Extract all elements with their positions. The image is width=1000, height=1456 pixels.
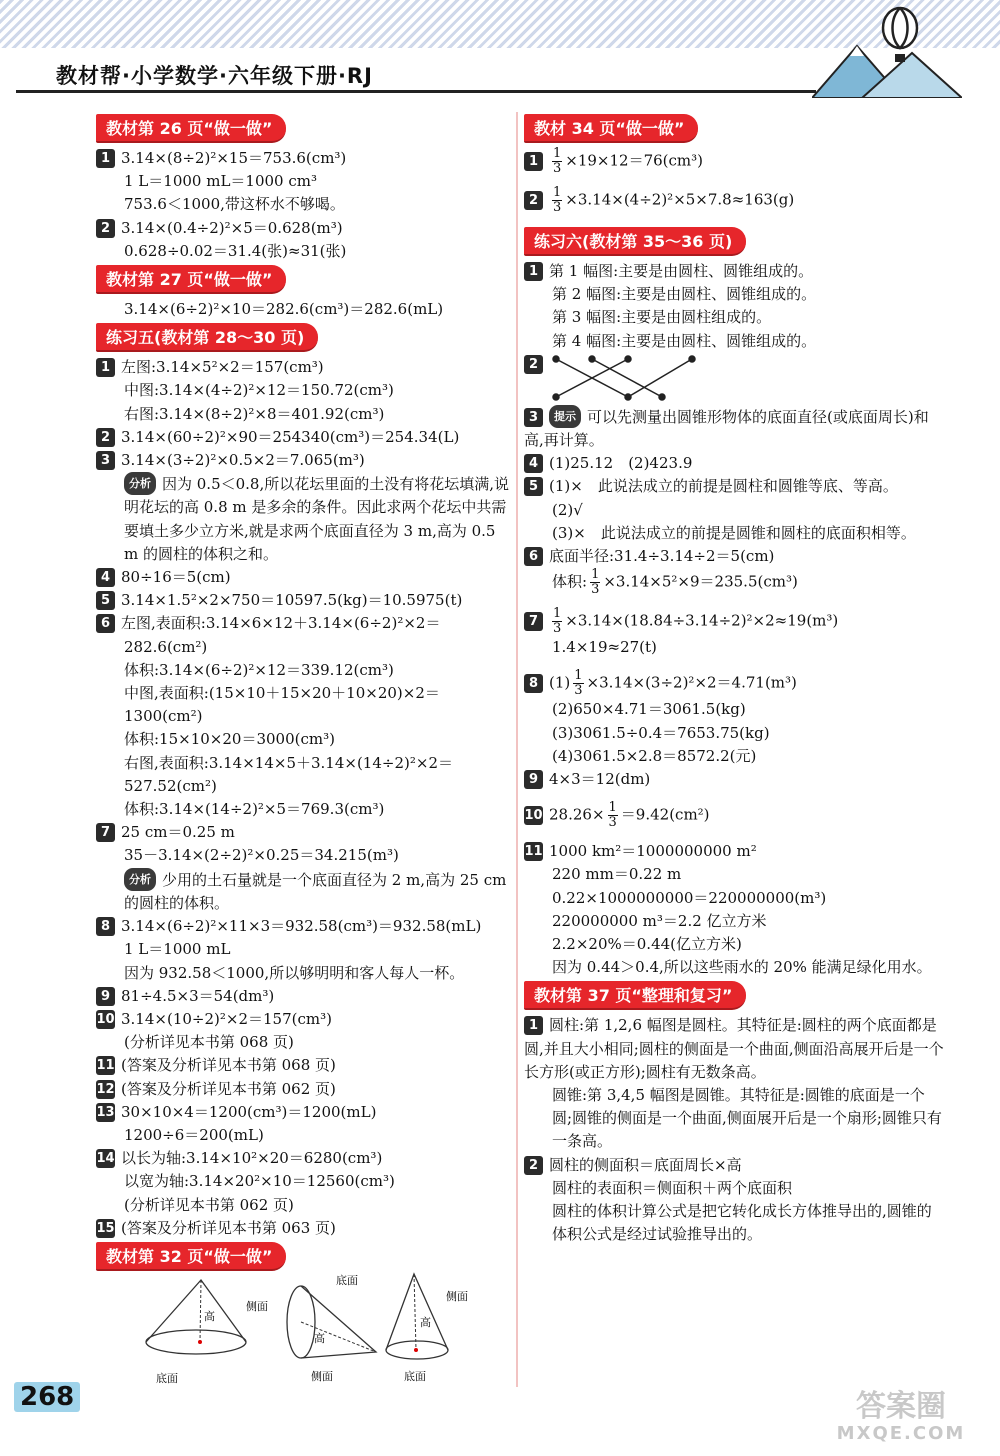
- answer-line: (2)650×4.71＝3061.5(kg): [552, 700, 746, 719]
- svg-text:高: 高: [420, 1316, 431, 1329]
- right-column: 教材 34 页“做一做” 1 $\frac{1}{3}$ ×19×12＝76(cm³) 2 $\frac{1}{3}$ ×3.14×(4÷2)²×5×7.8≈163(g) 练习六(教材第 35～36 页) 1 第 1 幅图:主要是由圆柱、圆锥组成的。 第 2 幅图:主要是由圆柱、圆锥组成的。 第 3 幅图:主要是由圆柱组成的。 第 4 幅图:主要是由圆柱、圆锥组成的。 2 3 提示 可以先测量出圆锥形物体的底面直径(或底面周长)和高,再计算。 4 (1)25.12 (2)423.9 5 (1)× 此说法成立的前提是圆柱和圆锥等底、等高。 (2)√ (3)× 此说法成立的前提是圆锥和圆柱的底面积相等。 6 底面半径:31.4÷3.14÷2＝5(cm) 体积: $\frac{1}{3}$ ×3.14×5²×9＝235.5(cm³) 7 $\frac{1}{3}$ ×3.14×(18.84÷3.14÷2)²×2≈19(m³) 1.4×19≈27(t) 8 (1) $\frac{1}{3}$ ×3.14×(3÷2)²×2＝4.71(m³) (2)650×4.71＝3061.5(kg) (3)3061.5÷0.4＝7653.75(kg) (4)3061.5×2.8＝8572.2(元) 9 4×3＝12(dm) 10 28.26× $\frac{1}{3}$ ＝9.42(cm²) 11 1000 km²＝1000000000 m² 220 mm＝0.22 m 0.22×1000000000＝220000000(m³) 220000000 m³＝2.2 亿立方米 2.2×20%＝0.44(亿立方米) 因为 0.44＞0.4,所以这些雨水的 20% 能满足绿化用水。 教材第 37 页“整理和复习” 1 圆柱:第 1,2,6 幅图是圆柱。其特征是:圆柱的两个底面都是圆,并且大小相同;圆柱的侧面是一个曲面,侧面沿高展开后是一个长方形(或正方形);圆柱有无数条高。 圆锥:第 3,4,5 幅图是圆锥。其特征是:圆锥的底面是一个圆;圆锥的侧面是一个曲面,侧面展开后是一个扇形;圆锥只有一条高。 2 圆柱的侧面积＝底面周长×高 圆柱的表面积＝侧面积＋两个底面积 圆柱的体积计算公式是把它转化成长方体推导出的,圆锥的体积公式是经过试验推导出的。: [524, 112, 944, 1247]
- answer-line: 35－3.14×(2÷2)²×0.25＝34.215(m³): [124, 846, 399, 865]
- answer-line: 1000 km²＝1000000000 m²: [549, 842, 757, 861]
- answer-line: 25 cm＝0.25 m: [121, 823, 235, 842]
- svg-text:底面: 底面: [336, 1274, 358, 1287]
- answer-line: ×3.14×(18.84÷3.14÷2)²×2≈19(m³): [565, 611, 839, 630]
- answer-line: 圆锥:第 3,4,5 幅图是圆锥。其特征是:圆锥的底面是一个圆;圆锥的侧面是一个曲面,侧面展开后是一个扇形;圆锥只有一条高。: [552, 1086, 942, 1151]
- question-number: 4: [524, 454, 543, 473]
- answer-line: 1 L＝1000 mL＝1000 cm³: [124, 172, 317, 191]
- answer-line: 因为 932.58＜1000,所以够明明和客人每人一杯。: [124, 963, 465, 982]
- answer-line: 1.4×19≈27(t): [552, 638, 657, 657]
- answer-line: 220000000 m³＝2.2 亿立方米: [552, 911, 767, 930]
- cone-figures: [96, 1270, 512, 1390]
- answer-line: 3.14×(0.4÷2)²×5＝0.628(m³): [121, 218, 343, 237]
- answer-line: (2)√: [552, 500, 583, 519]
- question-number: 7: [524, 612, 543, 631]
- answer-line: (答案及分析详见本书第 068 页): [121, 1056, 336, 1075]
- answer-line: (4)3061.5×2.8＝8572.2(元): [552, 746, 757, 765]
- answer-line: 左图:3.14×5²×2＝157(cm³): [121, 358, 324, 377]
- page-header: [0, 0, 1000, 100]
- section-banner: 教材第 26 页“做一做”: [96, 114, 286, 143]
- answer-line: 因为 0.44＞0.4,所以这些雨水的 20% 能满足绿化用水。: [552, 958, 932, 977]
- question-number: 13: [96, 1104, 115, 1120]
- question-number: 7: [96, 823, 115, 842]
- analysis-note: 分析 少用的土石量就是一个底面直径为 2 m,高为 25 cm 的圆柱的体积。: [96, 868, 512, 915]
- svg-text:底面: 底面: [404, 1370, 426, 1383]
- answer-line: 体积:15×10×20＝3000(cm³): [124, 730, 335, 749]
- answer-line: 1200÷6＝200(mL): [124, 1125, 264, 1144]
- answer-line: 2.2×20%＝0.44(亿立方米): [552, 935, 742, 954]
- question-number: 2: [96, 219, 115, 238]
- answer-line: ×3.14×5²×9＝235.5(cm³): [603, 572, 798, 591]
- answer-line: ×3.14×(4÷2)²×5×7.8≈163(g): [565, 190, 795, 209]
- question-number: 9: [96, 987, 115, 1006]
- answer-line: 3.14×(6÷2)²×11×3＝932.58(cm³)＝932.58(mL): [121, 917, 482, 936]
- question-number: 3: [524, 408, 543, 427]
- answer-line: 圆柱的侧面积＝底面周长×高: [549, 1155, 742, 1174]
- question-number: 10: [524, 807, 543, 823]
- answer-line: 中图:3.14×(4÷2)²×12＝150.72(cm³): [124, 381, 394, 400]
- answer-line: 圆柱的体积计算公式是把它转化成长方体推导出的,圆锥的体积公式是经过试验推导出的。: [552, 1202, 932, 1244]
- question-number: 3: [96, 451, 115, 470]
- answer-line: ×19×12＝76(cm³): [565, 151, 704, 170]
- fraction-one-third: $\frac{1}{3}$: [591, 567, 600, 598]
- question-number: 1: [96, 149, 115, 168]
- answer-line: 中图,表面积:(15×10＋15×20＋10×20)×2＝: [124, 684, 440, 703]
- cone-figure-3: [386, 1274, 468, 1383]
- answer-line: 81÷4.5×3＝54(dm³): [121, 986, 275, 1005]
- question-number: 11: [96, 1058, 115, 1074]
- answer-line: 220 mm＝0.22 m: [552, 865, 682, 884]
- section-banner: 教材第 27 页“做一做”: [96, 265, 286, 294]
- question-number: 9: [524, 770, 543, 789]
- answer-line: (1)25.12 (2)423.9: [549, 454, 693, 473]
- matching-lines-diagram: [552, 353, 702, 403]
- answer-line: 第 3 幅图:主要是由圆柱组成的。: [552, 308, 772, 327]
- svg-text:侧面: 侧面: [446, 1290, 468, 1303]
- question-number: 1: [96, 358, 115, 377]
- question-number: 15: [96, 1220, 115, 1236]
- header-title: 教材帮·小学数学·六年级下册·RJ: [56, 64, 373, 88]
- fraction-one-third: $\frac{1}{3}$: [574, 668, 583, 699]
- answer-line: (分析详见本书第 068 页): [124, 1033, 294, 1052]
- question-number: 2: [96, 428, 115, 447]
- question-number: 4: [96, 568, 115, 587]
- svg-text:侧面: 侧面: [311, 1370, 333, 1383]
- answer-line: (答案及分析详见本书第 062 页): [121, 1079, 336, 1098]
- question-number: 12: [96, 1081, 115, 1097]
- question-number: 2: [524, 1156, 543, 1175]
- answer-line: 圆柱的表面积＝侧面积＋两个底面积: [552, 1178, 793, 1197]
- answer-line: 30×10×4＝1200(cm³)＝1200(mL): [121, 1102, 377, 1121]
- watermark-logo: 答案圈 MXQE.COM: [836, 1389, 966, 1444]
- answer-line: 右图:3.14×(8÷2)²×8＝401.92(cm³): [124, 404, 385, 423]
- answer-line: 体积:: [552, 572, 588, 591]
- answer-line: 体积:3.14×(14÷2)²×5＝769.3(cm³): [124, 800, 385, 819]
- answer-line: 0.22×1000000000＝220000000(m³): [552, 888, 827, 907]
- answer-line: (3)3061.5÷0.4＝7653.75(kg): [552, 723, 770, 742]
- answer-line: 80÷16＝5(cm): [121, 568, 231, 587]
- answer-line: (分析详见本书第 062 页): [124, 1195, 294, 1214]
- section-banner: 教材第 37 页“整理和复习”: [524, 981, 746, 1010]
- header-rule: [16, 90, 816, 93]
- analysis-tag: 分析: [124, 472, 156, 495]
- answer-line: 3.14×(3÷2)²×0.5×2＝7.065(m³): [121, 451, 365, 470]
- question-number: 14: [96, 1151, 115, 1167]
- answer-line: 以宽为轴:3.14×20²×10＝12560(cm³): [124, 1172, 395, 1191]
- answer-line: 底面半径:31.4÷3.14÷2＝5(cm): [549, 547, 775, 566]
- question-number: 5: [96, 591, 115, 610]
- section-banner: 教材第 32 页“做一做”: [96, 1242, 286, 1271]
- answer-line: 以长为轴:3.14×10²×20＝6280(cm³): [121, 1149, 383, 1168]
- fraction-one-third: $\frac{1}{3}$: [608, 800, 617, 831]
- answer-line: ＝9.42(cm²): [620, 805, 710, 824]
- question-number: 1: [524, 262, 543, 281]
- cone-figure-2: [287, 1273, 376, 1383]
- fraction-one-third: $\frac{1}{3}$: [553, 185, 562, 215]
- page-number: 268: [14, 1382, 80, 1412]
- question-number: 6: [96, 614, 115, 633]
- fraction-one-third: $\frac{1}{3}$: [553, 606, 562, 637]
- answer-line: (1)× 此说法成立的前提是圆柱和圆锥等底、等高。: [549, 477, 898, 496]
- answer-line: ×3.14×(3÷2)²×2＝4.71(m³): [586, 673, 797, 692]
- section-banner: 教材 34 页“做一做”: [524, 114, 698, 143]
- question-number: 5: [524, 477, 543, 496]
- answer-line: 体积:3.14×(6÷2)²×12＝339.12(cm³): [124, 660, 394, 679]
- answer-line: 1300(cm²): [124, 707, 203, 726]
- question-number: 8: [96, 917, 115, 936]
- answer-line: 4×3＝12(dm): [549, 770, 651, 789]
- answer-line: 282.6(cm²): [124, 637, 208, 656]
- answer-line: 3.14×1.5²×2×750＝10597.5(kg)＝10.5975(t): [121, 591, 463, 610]
- column-divider: [516, 112, 518, 1387]
- answer-line: 左图,表面积:3.14×6×12＋3.14×(6÷2)²×2＝: [121, 614, 441, 633]
- question-number: 2: [524, 191, 543, 210]
- analysis-note: 分析 因为 0.5＜0.8,所以花坛里面的土没有将花坛填满,说明花坛的高 0.8 m 是多余的条件。因此求两个花坛中共需要填土多少立方米,就是求两个底面直径为 3 m,高为 0.5 m 的圆柱的体积之和。: [96, 472, 512, 566]
- hot-air-balloon-icon: [880, 6, 920, 66]
- answer-line: 圆柱:第 1,2,6 幅图是圆柱。其特征是:圆柱的两个底面都是圆,并且大小相同;圆柱的侧面是一个曲面,侧面沿高展开后是一个长方形(或正方形);圆柱有无数条高。: [524, 1016, 944, 1081]
- question-number: 6: [524, 547, 543, 566]
- question-number: 11: [524, 844, 543, 860]
- fraction-one-third: $\frac{1}{3}$: [553, 146, 562, 176]
- question-number: 1: [524, 152, 543, 171]
- cone-figure-1: [146, 1280, 268, 1385]
- section-banner: 练习五(教材第 28～30 页): [96, 323, 318, 352]
- left-column: [96, 112, 512, 1275]
- section-banner: 练习六(教材第 35～36 页): [524, 227, 746, 256]
- question-number: 1: [524, 1016, 543, 1035]
- svg-text:侧面: 侧面: [246, 1300, 268, 1313]
- svg-text:高: 高: [314, 1332, 325, 1345]
- svg-text:底面: 底面: [156, 1372, 178, 1385]
- answer-line: 3.14×(6÷2)²×10＝282.6(cm³)＝282.6(mL): [124, 300, 444, 319]
- answer-line: 第 4 幅图:主要是由圆柱、圆锥组成的。: [552, 331, 817, 350]
- answer-line: (答案及分析详见本书第 063 页): [121, 1218, 336, 1237]
- answer-line: 第 1 幅图:主要是由圆柱、圆锥组成的。: [549, 262, 814, 280]
- answer-line: 0.628÷0.02＝31.4(张)≈31(张): [124, 241, 347, 260]
- answer-line: 3.14×(10÷2)²×2＝157(cm³): [121, 1009, 332, 1028]
- answer-line: 753.6＜1000,带这杯水不够喝。: [124, 195, 345, 214]
- answer-line: 1 L＝1000 mL: [124, 940, 231, 959]
- answer-line: 3.14×(8÷2)²×15＝753.6(cm³): [121, 149, 347, 167]
- question-number: 8: [524, 674, 543, 693]
- analysis-tag: 分析: [124, 868, 156, 891]
- answer-line: (3)× 此说法成立的前提是圆锥和圆柱的底面积相等。: [552, 523, 916, 542]
- question-number: 10: [96, 1011, 115, 1027]
- answer-line: 可以先测量出圆锥形物体的底面直径(或底面周长)和高,再计算。: [524, 407, 929, 450]
- answer-line: 527.52(cm²): [124, 776, 217, 795]
- answer-line: 3.14×(60÷2)²×90＝254340(cm³)＝254.34(L): [121, 427, 460, 446]
- svg-text:高: 高: [204, 1310, 215, 1323]
- question-number: 2: [524, 355, 543, 374]
- answer-line: 第 2 幅图:主要是由圆柱、圆锥组成的。: [552, 285, 817, 304]
- answer-line: 右图,表面积:3.14×14×5＋3.14×(14÷2)²×2＝: [124, 753, 453, 772]
- hint-tag: 提示: [549, 405, 581, 428]
